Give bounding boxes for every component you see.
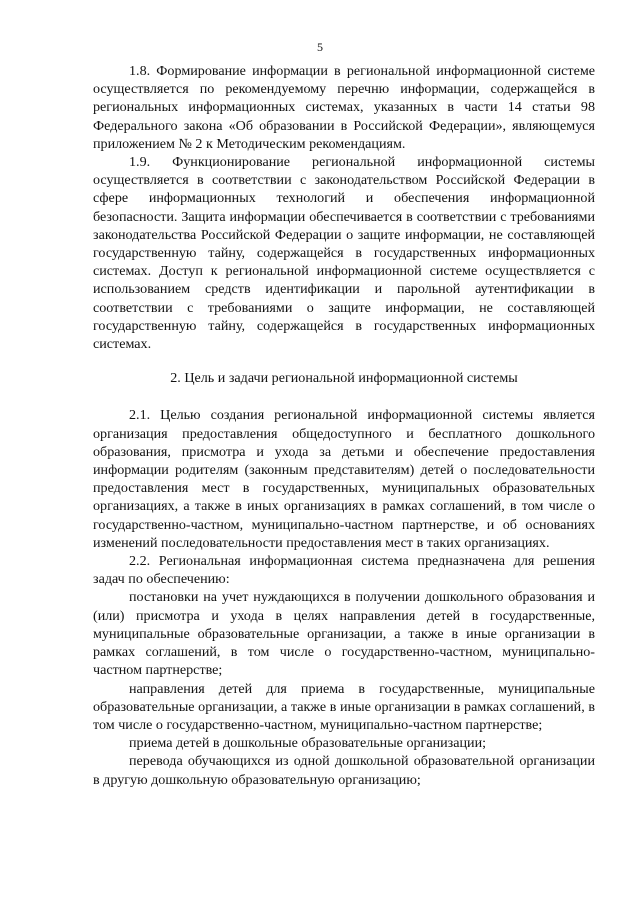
paragraph-2-1: 2.1. Целью создания региональной информационной системы является организация предоставления общедоступного и бесплатного дошкольного образования, присмотра и ухода за детьми и обеспечение предоставления информации родителям (законным представителям) детей о последовательности предоставления мест в государственных, муниципальных образовательных организациях, а также в иных организациях в рамках соглашений, в том числе о государственно-частном, муниципально-частном партнерстве, и об основаниях изменений последовательности предоставления мест в таких организациях.: [93, 407, 595, 551]
list-item-registration: постановки на учет нуждающихся в получении дошкольного образования и (или) присмотра и ухода в целях направления детей в государственные, муниципальные образовательные организации, а также в иные организации в рамках соглашений, в том числе о государственно-частном, муниципально-частном партнерстве;: [93, 589, 595, 679]
page-number: 5: [317, 40, 323, 54]
paragraph-1-8: 1.8. Формирование информации в региональной информационной системе осуществляется по рекомендуемому перечню информации, содержащейся в региональных информационных системах, указанных в части 14 статьи 98 Федерального закона «Об образовании в Российской Федерации», являющемуся приложением № 2 к Методическим рекомендациям.: [93, 63, 595, 152]
list-item-transfer: перевода обучающихся из одной дошкольной образовательной организации в другую дошкольную образовательную организацию;: [93, 753, 595, 788]
paragraph-1-9: 1.9. Функционирование региональной информационной системы осуществляется в соответствии с законодательством Российской Федерации в сфере информационных технологий и обеспечения информационной безопасности. Защита информации обеспечивается в соответствии с требованиями законодательства Российской Федерации о защите информации, не составляющей государственную тайну, содержащейся в государственных информационных системах. Доступ к региональной информационной системе осуществляется с использованием средств идентификации и парольной аутентификации в соответствии с требованиями о защите информации, не составляющей государственную тайну, содержащейся в государственных информационных системах.: [93, 154, 595, 353]
document-body: [93, 62, 595, 789]
section-heading-2: 2. Цель и задачи региональной информационной системы: [170, 370, 518, 387]
paragraph-2-2: 2.2. Региональная информационная система предназначена для решения задач по обеспечению:: [93, 553, 595, 588]
list-item-referral: направления детей для приема в государственные, муниципальные образовательные организации, а также в иные организации в рамках соглашений, в том числе о государственно-частном, муниципально-частном партнерстве;: [93, 680, 595, 733]
list-item-admission: приема детей в дошкольные образовательные организации;: [129, 735, 487, 752]
